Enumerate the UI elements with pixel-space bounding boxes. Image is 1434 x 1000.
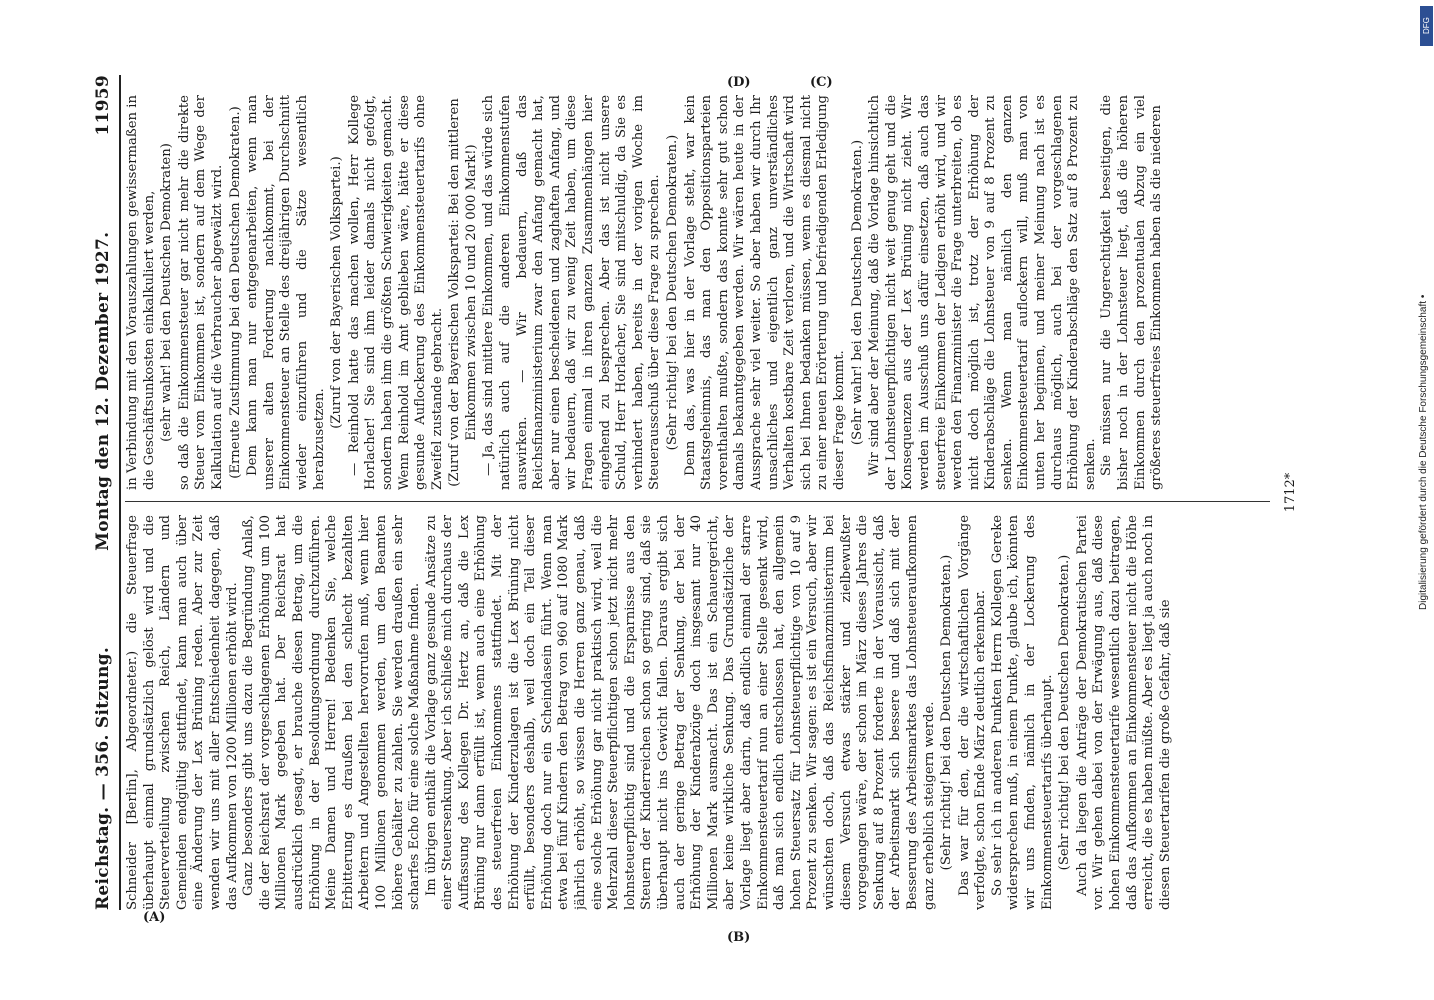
interjection: (Sehr richtig! bei den Deutschen Demokraten.) <box>665 134 680 451</box>
paragraph: Auch da liegen die Anträge der Demokratischen Partei vor. Wir gehen dabei von der Erwägung aus, daß diese hohen Einkommensteuertarife wesentlich dazu beitragen, daß das Aufkommen an Einkommensteuer nicht die Höhe erreicht, die es haben müßte. Aber es liegt ja auch noch in diesen Steuertarifen die große Gefahr, daß sie <box>1074 515 1173 910</box>
paragraph: in Verbindung mit den Vorauszahlungen gewissermaßen in die Geschäftsunkosten einkalkuliert werden, <box>125 95 157 490</box>
margin-mark-a: (A) <box>143 910 166 925</box>
paragraph: Das war für den, der die wirtschaftlichen Vorgänge verfolgte, schon Ende März deutlich erkennbar. <box>956 515 989 910</box>
header-rule <box>119 75 121 910</box>
funding-note: Digitalisierung gefördert durch die Deutsche Forschungsgemeinschaft • <box>1418 294 1429 610</box>
paragraph: Denn das, was hier in der Vorlage steht, war kein Staatsgeheimnis, das man den Oppositionsparteien vorenthalten mußte, sondern das konnte sehr gut schon damals bekanntgegeben werden. Wir wären heute in der Aussprache sehr viel weiter. So aber haben wir durch Ihr unsachliches und eigentlich ganz unverständliches Verhalten kostbare Zeit verloren, und die Wirtschaft wird sich bei Ihnen bedanken müssen, wenn es diesmal nicht zu einer neuen Erörterung und befriedigenden Erledigung dieser Frage kommt. <box>682 95 847 490</box>
page-number: 11959 <box>93 75 113 136</box>
paragraph: Sie müssen nur die Ungerechtigkeit beseitigen, die bisher noch in der Lohnsteuer liegt, daß die höheren Einkommen durch den prozentualen Abzug ein viel größeres steuerfreies Einkommen haben als die niederen <box>1099 95 1165 490</box>
header-date: Montag den 12. Dezember 1927. <box>93 231 113 551</box>
interjection: (sehr wahr! bei den Deutschen Demokraten) <box>159 143 175 442</box>
margin-mark-b: (B) <box>727 930 751 945</box>
paragraph: Im übrigen enthält die Vorlage ganz gesunde Ansätze zu einer Steuersenkung. Aber ich schließe mich durchaus der Auffassung des Kollegen Dr. Hertz an, daß die Lex Brüning nur dann erfüllt ist, wenn auch eine Erhöhung des steuerfreien Einkommens stattfindet. Mit der Erhöhung der Kinderzulagen ist die Lex Brüning nicht erfüllt, besonders deshalb, weil doch ein Teil dieser Erhöhung doch nur ein Scheindasein führt. Wenn man etwa bei fünf Kindern den Betrag von 960 auf 1080 Mark jährlich erhöht, so wissen die Herren ganz genau, daß eine solche Erhöhung gar nicht praktisch wird, weil die Mehrzahl dieser Steuerpflichtigen schon jetzt nicht mehr lohnsteuerpflichtig sind und die Ersparnisse aus den Steuern der Kinderreichen schon so gering sind, daß sie überhaupt nicht ins Gewicht fallen. Daraus ergibt sich auch der geringe Betrag der Senkung, der bei der Erhöhung der Kinderabzüge doch insgesamt nur 40 Millionen Mark ausmacht. Das ist ein Schauergericht, aber keine wirkliche Senkung. Das Grundsätzliche der Vorlage liegt aber darin, daß endlich einmal der starre Einkommensteuertarif nun an einer Stelle gesenkt wird, daß man sich endlich entschlossen hat, den allgemein hohen Steuersatz für Lohnsteuerpflichtige von 10 auf 9 Prozent zu senken. Wir sagen: es ist ein Versuch, aber wir wünschten doch, daß das Reichsfinanzministerium bei diesem Versuch etwas stärker und zielbewußter vorgegangen wäre, der schon im März dieses Jahres die Senkung auf 8 Prozent forderte in der Voraussicht, daß der Arbeitsmarkt sich bessere und daß sich mit der Besserung des Arbeitsmarktes das Lohnsteueraufkommen ganz erheblich steigern werde. <box>423 515 937 910</box>
scanned-page <box>83 75 1323 910</box>
page-header <box>83 75 113 910</box>
interjection: (Sehr richtig! bei den Deutschen Demokraten.) <box>1057 554 1073 871</box>
interjection: (Sehr wahr! bei den Deutschen Demokraten.) <box>849 139 865 446</box>
paragraph: so daß die Einkommensteuer gar nicht mehr die direkte Steuer vom Einkommen ist, sondern auf dem Wege der Kalkulation auf die Verbraucher abgewälzt wird. <box>176 95 225 490</box>
page-footer: 1712* <box>1283 472 1298 513</box>
header-left: Reichstag. — 356. Sitzung. <box>93 646 113 910</box>
paragraph: Schneider [Berlin], Abgeordneter.) die Steuerfrage überhaupt einmal grundsätzlich gelöst wird und die Steuerverteilung zwischen Reich, Ländern und Gemeinden endgültig stattfindet, kann man auch über eine Änderung der Lex Brüning reden. Aber zur Zeit wenden wir uns mit aller Entschiedenheit dagegen, daß das Aufkommen von 1200 Millionen erhöht wird. <box>125 515 240 910</box>
column-divider <box>125 501 1270 502</box>
paragraph: Ganz besonders gibt uns dazu die Begründung Anlaß, die der Reichsrat der vorgeschlagenen Erhöhung um 100 Millionen Mark gegeben hat. Der Reichsrat hat ausdrücklich gesagt, er brauche diesen Betrag, um die Erhöhung in der Besoldungsordnung durchzuführen. Meine Damen und Herren! Bedenken Sie, welche Erbitterung es draußen bei den schlecht bezahlten Arbeitern und Angestellten hervorrufen muß, wenn hier 100 Millionen genommen werden, um den Beamten höhere Gehälter zu zahlen. Sie werden draußen ein sehr scharfes Echo für eine solche Maßnahme finden. <box>241 515 423 910</box>
right-column <box>125 95 1270 490</box>
paragraph: Wir sind aber der Meinung, daß die Vorlage hinsichtlich der Lohnsteuerpflichtigen nicht weit genug geht und die Konsequenzen aus der Lex Brüning nicht zieht. Wir werden im Ausschuß uns dafür einsetzen, daß auch das steuerfreie Einkommen der Ledigen erhöht wird, und wir werden den Finanzminister die Frage unterbreiten, ob es nicht doch möglich ist, trotz der Erhöhung der Kinderabschläge die Lohnsteuer von 9 auf 8 Prozent zu senken. Wenn man nämlich den ganzen Einkommensteuertarif auflockern will, muß man von unten her beginnen, und meiner Meinung nach ist es durchaus möglich, auch bei der vorgeschlagenen Erhöhung der Kinderabschläge den Satz auf 8 Prozent zu senken. <box>867 95 1098 490</box>
margin-mark-c: (C) <box>810 75 833 90</box>
interjection: (Erneute Zustimmung bei den Deutschen Demokraten.) <box>227 106 243 479</box>
paragraph: — Reinhold hatte das machen wollen, Herr Kollege Horlacher! Sie sind ihm leider damals nicht gefolgt, sondern haben ihm die größten Schwierigkeiten gemacht. Wenn Reinhold im Amt geblieben wäre, hätte er diese gesunde Auflockerung des Einkommensteuertarifs ohne Zweifel zustande gebracht. <box>346 95 445 490</box>
paragraph: So sehr ich in anderen Punkten Herrn Kollegen Gereke widersprechen muß, in einem Punkte, glaube ich, könnten wir uns finden, nämlich in der Lockerung des Einkommensteuertarifs überhaupt. <box>989 515 1055 910</box>
margin-mark-d: (D) <box>727 75 751 90</box>
interjection: (Zuruf von der Bayerischen Volkspartei: Bei den mittleren Einkommen zwischen 10 und 20 000 Mark!) <box>447 98 479 487</box>
dfg-logo: DFG <box>1420 6 1433 46</box>
interjection: (Sehr richtig! bei den Deutschen Demokraten.) <box>939 554 955 871</box>
interjection: (Zuruf von der Bayerischen Volkspartei.) <box>329 156 345 429</box>
paragraph: — Ja, das sind mittlere Einkommen, und das würde sich natürlich auch auf die anderen Einkommenstufen auswirken. — Wir bedauern, daß das Reichsfinanzministerium zwar den Anfang gemacht hat, aber nur einen bescheidenen und zaghaften Anfang, und wir bedauern, daß wir zu wenig Zeit haben, um diese Fragen einmal in ihren ganzen Zusammenhängen hier eingehend zu besprechen. Aber das ist nicht unsere Schuld, Herr Horlacher, Sie sind mitschuldig, da Sie es verhindert haben, bereits in der vorigen Woche im Steuerausschuß über diese Frage zu sprechen. <box>481 95 663 490</box>
paragraph: Dem kann man nur entgegenarbeiten, wenn man unserer alten Forderung nachkommt, bei der Einkommensteuer an Stelle des dreijährigen Durchschnitt wieder einzuführen und die Sätze wesentlich herabzusetzen. <box>245 95 327 490</box>
left-column <box>125 515 1270 910</box>
